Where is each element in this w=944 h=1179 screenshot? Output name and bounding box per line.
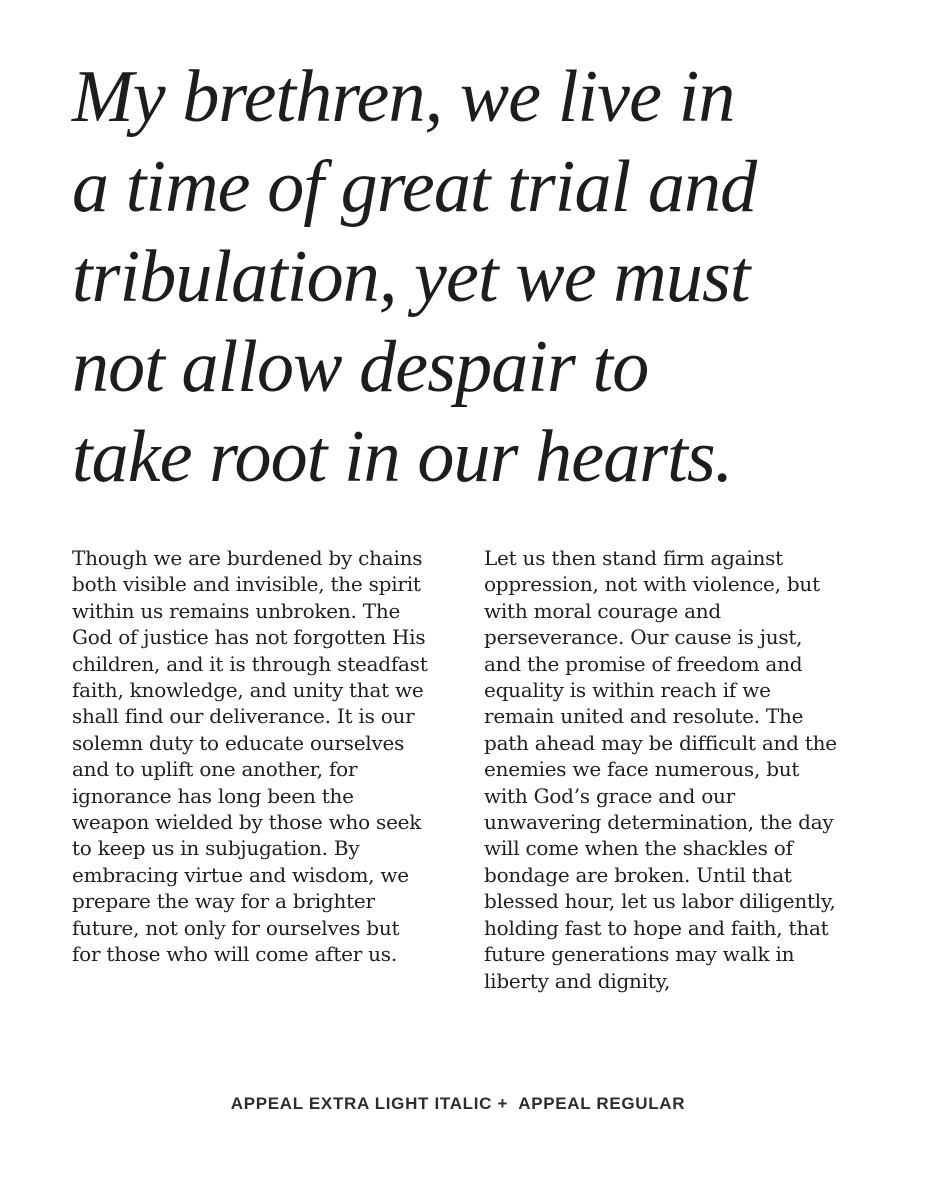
headline-line-3: tribulation, yet we must <box>72 236 750 318</box>
font-names-caption: APPEAL EXTRA LIGHT ITALIC + APPEAL REGULAR <box>230 1094 686 1113</box>
headline-line-4: not allow despair to <box>72 326 649 408</box>
body-column-left: Though we are burdened by chains both visible and invisible, the spirit within us remains unbroken. The God of justice has not forgotten His children, and it is through steadfast faith, knowledge, and unity that we shall find our deliverance. It is our solemn duty to educate ourselves and to uplift one another, for ignorance has long been the weapon wielded by those who seek to keep us in subjugation. By embracing virtue and wisdom, we prepare the way for a brighter future, not only for ourselves but for those who will come after us. <box>72 546 428 967</box>
body-column-right: Let us then stand firm against oppression, not with violence, but with moral courage and perseverance. Our cause is just, and the promise of freedom and equality is within reach if we remain united and resolute. The path ahead may be difficult and the enemies we face numerous, but with God’s grace and our unwavering determination, the day will come when the shackles of bondage are broken. Until that blessed hour, let us labor diligently, holding fast to hope and faith, that future generations may walk in liberty and dignity, <box>484 546 837 993</box>
specimen-headline <box>72 52 882 502</box>
headline-line-2: a time of great trial and <box>72 146 757 228</box>
headline-line-1: My brethren, we live in <box>72 56 735 138</box>
body-text-columns <box>72 545 844 994</box>
headline-line-5: take root in our hearts. <box>72 416 733 498</box>
